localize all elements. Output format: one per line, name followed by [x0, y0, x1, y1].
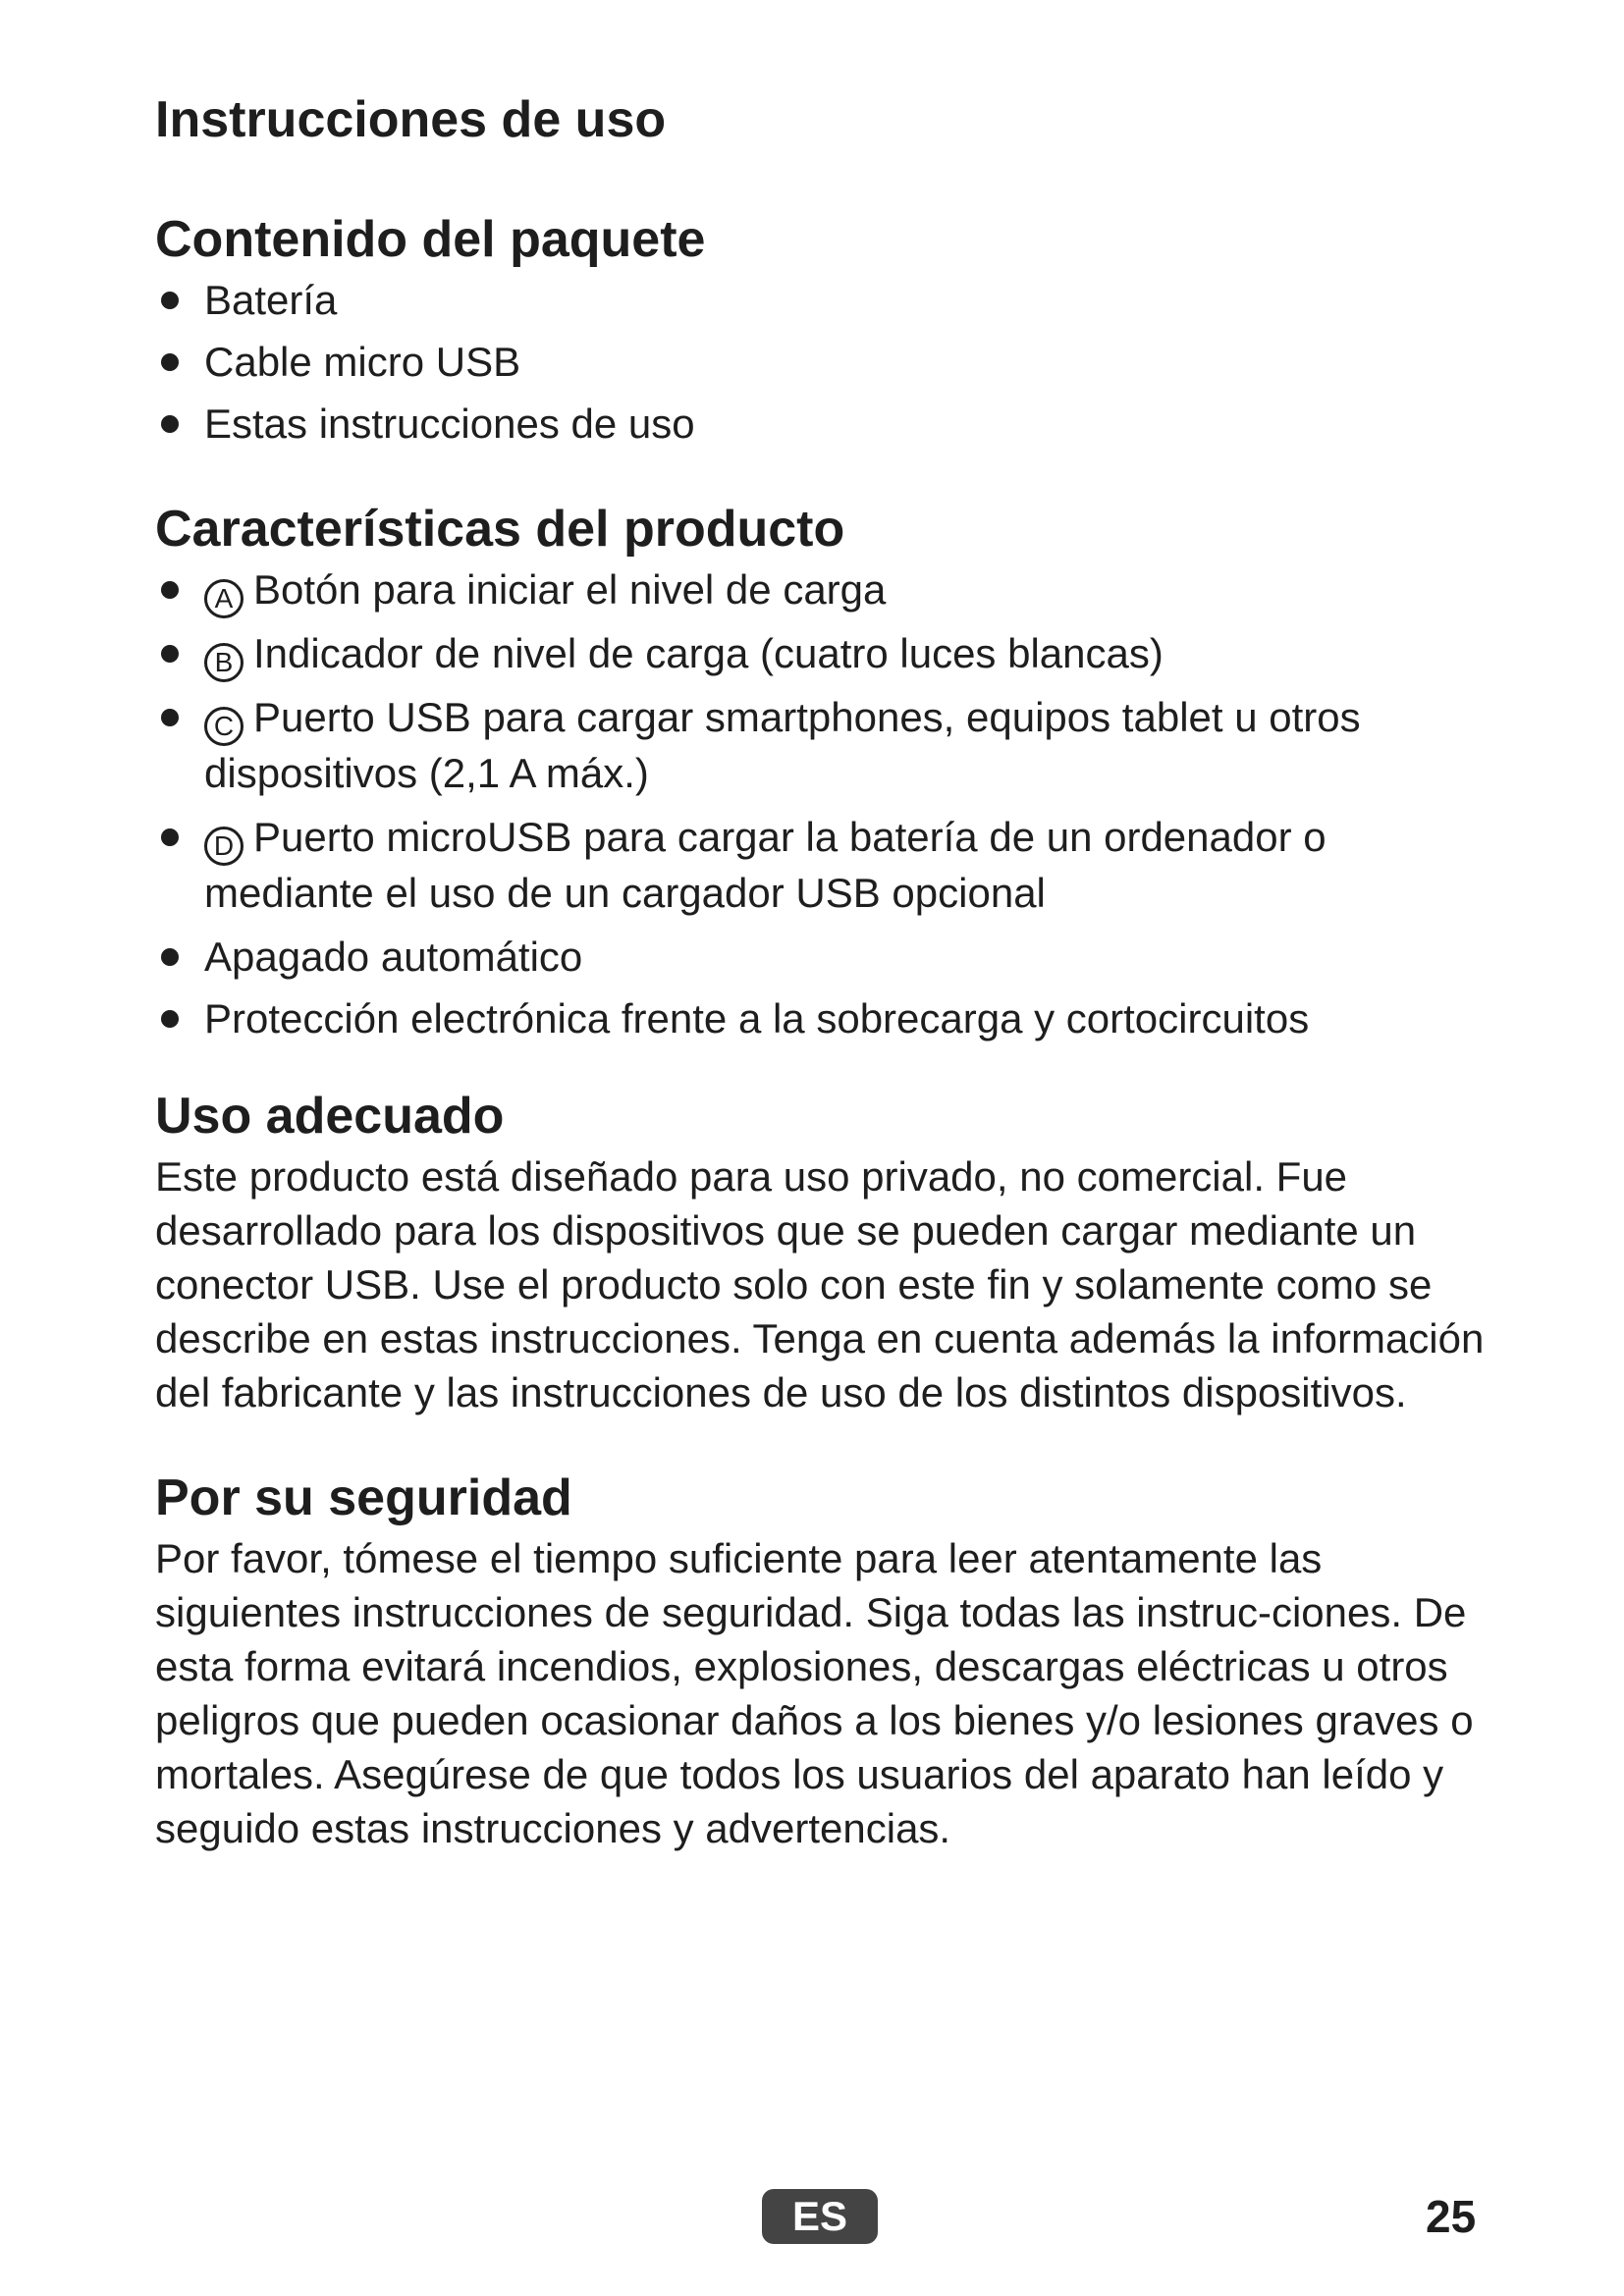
circled-a-icon: A: [204, 579, 244, 618]
intended-use-body: Este producto está diseñado para uso privado, no comercial. Fue desarrollado para los dispositivos que se pueden cargar mediante un conector USB. Use el producto solo con este fin y solamente como se describe en estas instrucciones. Tenga en cuenta además la información del fabricante y las instrucciones de uso de los distintos dispositivos.: [155, 1153, 1485, 1415]
bullet-icon: [161, 645, 179, 663]
page-number: 25: [1426, 2191, 1477, 2242]
list-item-text: Puerto USB para cargar smartphones, equipos tablet u otros dispositivos (2,1 A máx.): [204, 694, 1361, 796]
circled-d-icon: D: [204, 827, 244, 866]
package-contents-heading: Contenido del paquete: [155, 211, 706, 268]
bullet-icon: [161, 709, 179, 726]
list-item: [155, 397, 1500, 451]
list-item: [155, 690, 1500, 800]
package-contents-section: [155, 208, 1500, 451]
list-item-text: Botón para iniciar el nivel de carga: [253, 566, 887, 613]
circled-c-icon: C: [204, 707, 244, 746]
bullet-icon: [161, 415, 179, 433]
list-item: [155, 810, 1500, 920]
features-heading: Características del producto: [155, 501, 845, 558]
package-contents-list: [155, 273, 1500, 451]
list-item: [155, 626, 1500, 682]
list-item-text: Apagado automático: [204, 934, 583, 980]
bullet-icon: [161, 581, 179, 599]
list-item: [155, 273, 1500, 327]
list-item-text: Indicador de nivel de carga (cuatro luces blancas): [253, 630, 1164, 676]
bullet-icon: [161, 828, 179, 846]
bullet-icon: [161, 292, 179, 309]
list-item: [155, 335, 1500, 389]
bullet-icon: [161, 353, 179, 371]
features-section: [155, 498, 1500, 1045]
list-item-text: Batería: [204, 277, 338, 323]
document-page: [155, 88, 1500, 1902]
list-item: [155, 562, 1500, 618]
list-item-text: Protección electrónica frente a la sobrecarga y cortocircuitos: [204, 995, 1310, 1041]
features-list: [155, 562, 1500, 1045]
list-item: [155, 930, 1500, 984]
list-item-text: Cable micro USB: [204, 339, 521, 385]
page-title: Instrucciones de uso: [155, 91, 667, 148]
safety-body: Por favor, tómese el tiempo suficiente para leer atentamente las siguientes instrucciones de seguridad. Siga todas las instruc-ciones. De esta forma evitará incendios, explosiones, descargas eléctricas u otros peligros que pueden ocasionar daños a los bienes y/o lesiones graves o mortales. Asegúrese de que todos los usuarios del aparato han leído y seguido estas instrucciones y advertencias.: [155, 1535, 1474, 1851]
bullet-icon: [161, 1010, 179, 1028]
list-item-text: Estas instrucciones de uso: [204, 400, 695, 447]
intended-use-section: [155, 1085, 1500, 1419]
safety-section: [155, 1467, 1500, 1855]
language-badge: ES: [762, 2189, 878, 2244]
safety-heading: Por su seguridad: [155, 1469, 572, 1526]
intended-use-heading: Uso adecuado: [155, 1088, 505, 1145]
bullet-icon: [161, 948, 179, 966]
list-item-text: Puerto microUSB para cargar la batería de un ordenador o mediante el uso de un cargador USB opcional: [204, 814, 1326, 916]
circled-b-icon: B: [204, 643, 244, 682]
list-item: [155, 991, 1500, 1045]
